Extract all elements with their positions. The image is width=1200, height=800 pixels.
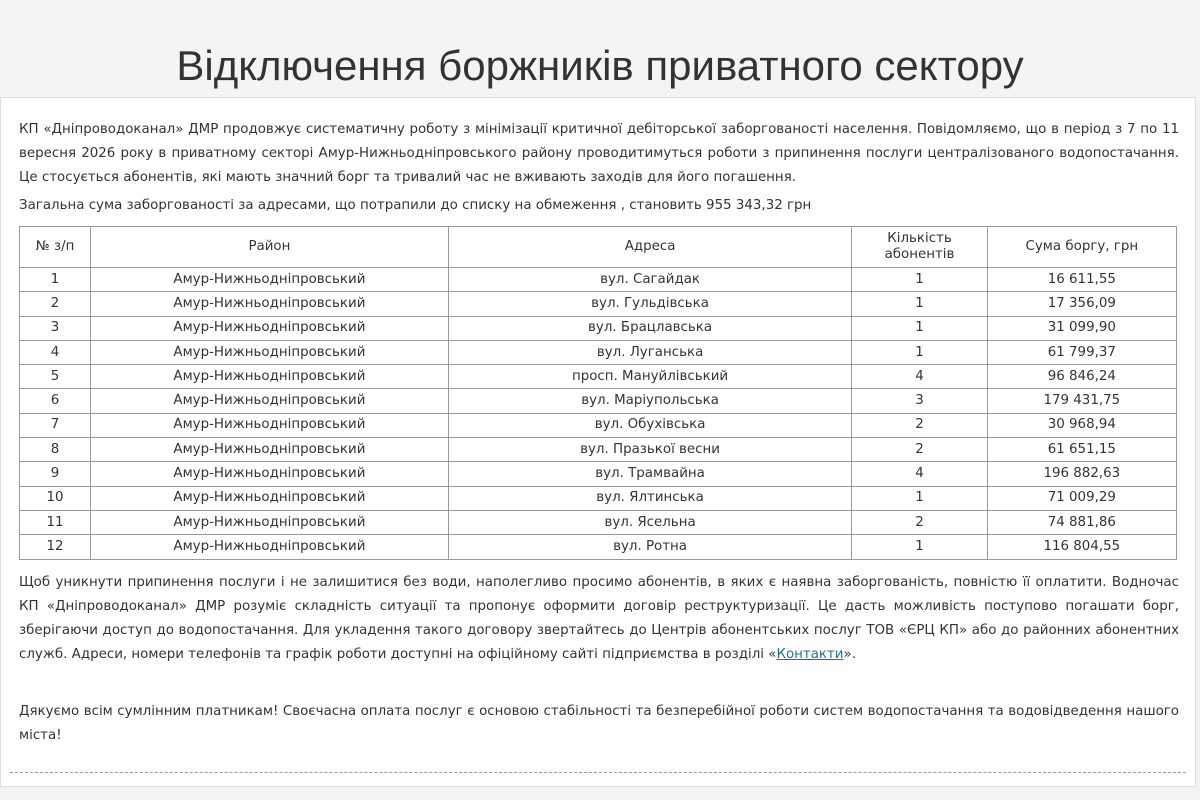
table-row <box>20 510 1177 534</box>
table-header-row <box>20 227 1177 268</box>
row-sum-cell: 17 356,09 <box>987 292 1176 316</box>
table-row <box>20 268 1177 292</box>
table-row <box>20 340 1177 364</box>
row-district-cell: Амур-Нижньодніпровський <box>91 510 449 534</box>
page-title: Відключення боржників приватного сектору <box>176 42 1024 89</box>
row-address-cell: вул. Сагайдак <box>448 268 852 292</box>
row-district-cell: Амур-Нижньодніпровський <box>91 316 449 340</box>
row-district-cell: Амур-Нижньодніпровський <box>91 438 449 462</box>
header-sum: Сума боргу, грн <box>987 227 1176 268</box>
row-address-cell: вул. Празької весни <box>448 438 852 462</box>
row-num-cell: 9 <box>20 462 91 486</box>
row-address-cell: вул. Обухівська <box>448 413 852 437</box>
row-district-cell: Амур-Нижньодніпровський <box>91 486 449 510</box>
article-content <box>0 97 1196 787</box>
row-sum-cell: 96 846,24 <box>987 365 1176 389</box>
row-count-cell: 1 <box>852 486 987 510</box>
row-num-cell: 1 <box>20 268 91 292</box>
row-address-cell: вул. Маріупольська <box>448 389 852 413</box>
row-address-cell: вул. Ялтинська <box>448 486 852 510</box>
table-row <box>20 413 1177 437</box>
row-num-cell: 11 <box>20 510 91 534</box>
row-num-cell: 3 <box>20 316 91 340</box>
restructuring-text: Щоб уникнути припинення послуги і не залишитися без води, наполегливо просимо абонентів, в яких є наявна заборгованість, повністю її оплатити. Водночас КП «Дніпроводоканал» ДМР розуміє складність ситуації та пропонує оформити договір реструктуризації. Це дасть можливість поступово погашати борг, зберігаючи доступ до водопостачання. Для укладення такого договору звертайтесь до Центрів абонентських послуг ТОВ «ЄРЦ КП» або до районних абонентних служб. Адреси, номери телефонів та графік роботи доступні на офіційному сайті підприємства в розділі « <box>19 575 1179 662</box>
row-sum-cell: 196 882,63 <box>987 462 1176 486</box>
row-sum-cell: 71 009,29 <box>987 486 1176 510</box>
row-count-cell: 1 <box>852 268 987 292</box>
table-row <box>20 316 1177 340</box>
restructuring-paragraph <box>19 571 1179 667</box>
table-row <box>20 438 1177 462</box>
table-row <box>20 486 1177 510</box>
row-address-cell: вул. Ясельна <box>448 510 852 534</box>
row-address-cell: вул. Луганська <box>448 340 852 364</box>
row-address-cell: просп. Мануйлівський <box>448 365 852 389</box>
total-debt-paragraph: Загальна сума заборгованості за адресами, що потрапили до списку на обмеження , становить 955 343,32 грн <box>19 198 812 213</box>
row-sum-cell: 179 431,75 <box>987 389 1176 413</box>
row-sum-cell: 30 968,94 <box>987 413 1176 437</box>
row-num-cell: 4 <box>20 340 91 364</box>
header-count: Кількість абонентів <box>852 227 987 268</box>
row-num-cell: 8 <box>20 438 91 462</box>
divider <box>10 772 1186 773</box>
row-num-cell: 7 <box>20 413 91 437</box>
header-district: Район <box>91 227 449 268</box>
row-address-cell: вул. Гульдівська <box>448 292 852 316</box>
row-count-cell: 3 <box>852 389 987 413</box>
row-count-cell: 1 <box>852 316 987 340</box>
row-sum-cell: 31 099,90 <box>987 316 1176 340</box>
row-district-cell: Амур-Нижньодніпровський <box>91 340 449 364</box>
table-row <box>20 292 1177 316</box>
row-sum-cell: 61 799,37 <box>987 340 1176 364</box>
row-district-cell: Амур-Нижньодніпровський <box>91 413 449 437</box>
thanks-paragraph: Дякуємо всім сумлінним платникам! Своєчасна оплата послуг є основою стабільності та безперебійної роботи систем водопостачання та водовідведення нашого міста! <box>19 704 1179 743</box>
row-district-cell: Амур-Нижньодніпровський <box>91 389 449 413</box>
row-address-cell: вул. Трамвайна <box>448 462 852 486</box>
header-address: Адреса <box>448 227 852 268</box>
table-row <box>20 389 1177 413</box>
row-sum-cell: 16 611,55 <box>987 268 1176 292</box>
row-district-cell: Амур-Нижньодніпровський <box>91 268 449 292</box>
row-num-cell: 6 <box>20 389 91 413</box>
row-num-cell: 5 <box>20 365 91 389</box>
row-sum-cell: 74 881,86 <box>987 510 1176 534</box>
row-sum-cell: 116 804,55 <box>987 535 1176 559</box>
table-row <box>20 535 1177 559</box>
row-count-cell: 4 <box>852 462 987 486</box>
row-count-cell: 1 <box>852 340 987 364</box>
contacts-link[interactable]: Контакти <box>776 647 844 662</box>
row-count-cell: 1 <box>852 535 987 559</box>
row-num-cell: 12 <box>20 535 91 559</box>
row-address-cell: вул. Ротна <box>448 535 852 559</box>
debtors-table <box>19 226 1177 560</box>
row-count-cell: 2 <box>852 413 987 437</box>
row-count-cell: 4 <box>852 365 987 389</box>
table-row <box>20 462 1177 486</box>
table-body <box>20 268 1177 560</box>
table-row <box>20 365 1177 389</box>
row-num-cell: 2 <box>20 292 91 316</box>
row-sum-cell: 61 651,15 <box>987 438 1176 462</box>
row-district-cell: Амур-Нижньодніпровський <box>91 292 449 316</box>
row-district-cell: Амур-Нижньодніпровський <box>91 535 449 559</box>
header-num: № з/п <box>20 227 91 268</box>
row-count-cell: 2 <box>852 438 987 462</box>
row-num-cell: 10 <box>20 486 91 510</box>
restructuring-text-end: ». <box>843 647 856 662</box>
row-count-cell: 2 <box>852 510 987 534</box>
intro-paragraph: КП «Дніпроводоканал» ДМР продовжує систематичну роботу з мінімізації критичної дебіторської заборгованості населення. Повідомляємо, що в період з 7 по 11 вересня 2026 року в приватному секторі Амур-Нижньодніпровського району проводитимуться роботи з припинення послуги централізованого водопостачання. Це стосується абонентів, які мають значний борг та тривалий час не вживають заходів для його погашення. <box>19 122 1179 185</box>
row-count-cell: 1 <box>852 292 987 316</box>
row-district-cell: Амур-Нижньодніпровський <box>91 462 449 486</box>
row-district-cell: Амур-Нижньодніпровський <box>91 365 449 389</box>
row-address-cell: вул. Брацлавська <box>448 316 852 340</box>
